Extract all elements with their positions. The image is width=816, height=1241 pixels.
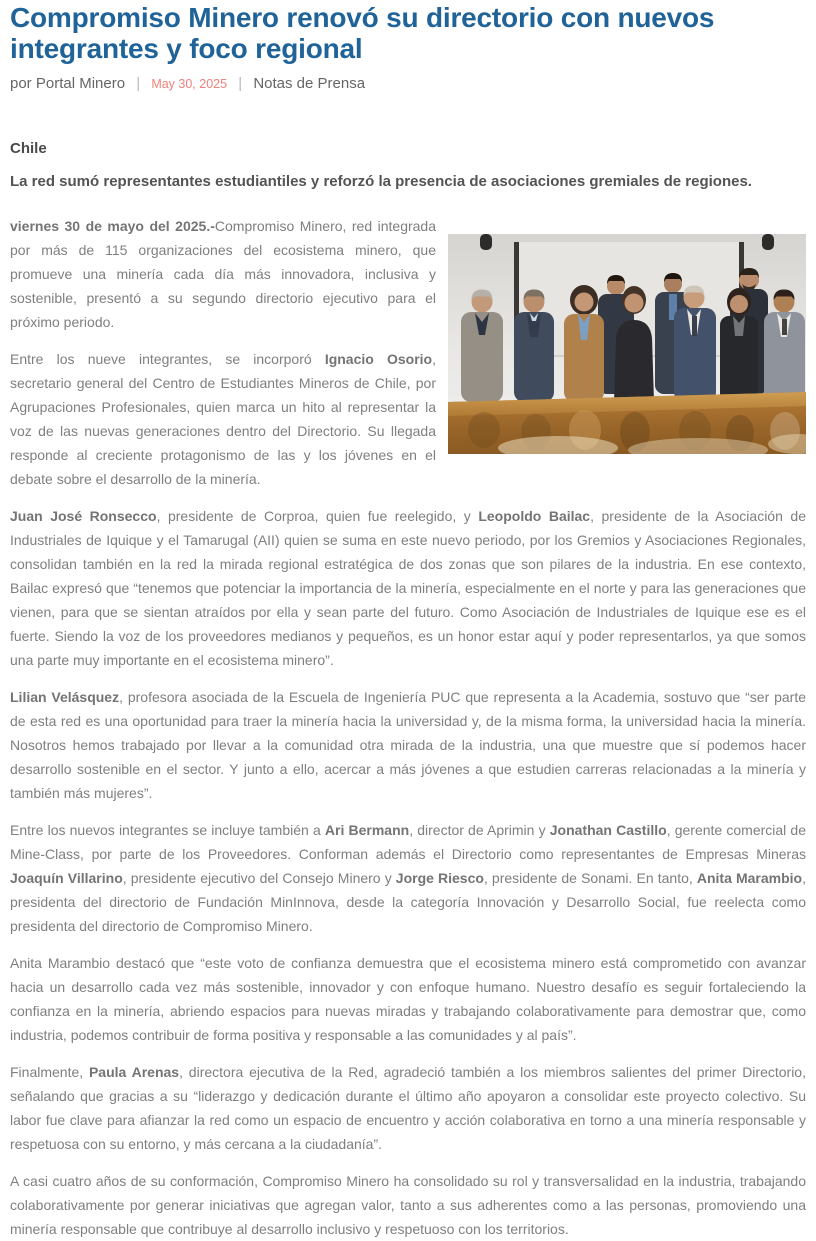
article-paragraph: Juan José Ronsecco, presidente de Corproa, quien fue reelegido, y Leopoldo Bailac, presidente de la Asociación de Industriales de Iquique y el Tamarugal (AII) quien se suma en este nuevo periodo, por los Gremios y Asociaciones Regionales, consolidan también en la red la mirada regional estratégica de dos zonas que son pilares de la industria. En ese contexto, Bailac expresó que “tenemos que potenciar la importancia de la minería, especialmente en el norte y para las generaciones que vienen, para que se sientan atraídos por ella y sean parte del futuro. Como Asociación de Industriales de Iquique ese es el fuerte. Siendo la voz de los proveedores medianos y pequeños, es un honor estar aquí y poder representarlos, ya que somos una parte muy importante en el ecosistema minero”. [10, 508, 806, 668]
page-title: Compromiso Minero renovó su directorio con nuevos integrantes y foco regional [10, 2, 715, 64]
article-paragraph: Entre los nueve integrantes, se incorporó Ignacio Osorio, secretario general del Centro de Estudiantes Mineros de Chile, por Agrupaciones Profesionales, quien marca un hito al representar la voz de las nuevas generaciones dentro del Directorio. Su llegada responde al creciente protagonismo de las y los jóvenes en el debate sobre el desarrollo de la minería. [10, 351, 436, 487]
byline-prefix: por [10, 75, 32, 92]
author-link[interactable]: Portal Minero [35, 75, 126, 92]
photo-table [448, 392, 806, 454]
article-paragraph: Entre los nuevos integrantes se incluye también a Ari Bermann, director de Aprimin y Jonathan Castillo, gerente comercial de Mine-Class, por parte de los Proveedores. Conforman además el Directorio como representantes de Empresas Mineras Joaquín Villarino, presidente ejecutivo del Consejo Minero y Jorge Riesco, presidente de Sonami. En tanto, Anita Marambio, presidenta del directorio de Fundación MinInnova, desde la categoría Innovación y Desarrollo Social, fue reelecta como presidenta del directorio de Compromiso Minero. [10, 822, 806, 934]
article-paragraph: Anita Marambio destacó que “este voto de confianza demuestra que el ecosistema minero está comprometido con avanzar hacia un desarrollo cada vez más sostenible, innovador y con enfoque humano. Nuestro desafío es seguir fortaleciendo la confianza en la minería, abriendo espacios para nuevas miradas y trabajando colaborativamente para demostrar que, como industria, podemos contribuir de forma positiva y responsable a las comunidades y al país”. [10, 955, 806, 1043]
article-paragraph: Finalmente, Paula Arenas, directora ejecutiva de la Red, agradeció también a los miembros salientes del primer Directorio, señalando que gracias a su “liderazgo y dedicación durante el último año apoyaron a consolidar este proyecto colectivo. Su labor fue clave para afianzar la red como un espacio de encuentro y acción colaborativa en torno a una minería responsable y respetuosa con su entorno, y más cercana a la ciudadanía”. [10, 1064, 806, 1152]
directors-group-photo [448, 234, 806, 454]
article-content [10, 214, 806, 1241]
article-paragraph: Lilian Velásquez, profesora asociada de la Escuela de Ingeniería PUC que representa a la Academia, sostuvo que “ser parte de esta red es una oportunidad para traer la minería hacia la universidad y, de la misma forma, la universidad hacia la minería. Nosotros hemos trabajado por llevar a la comunidad otra mirada de la industria, una que muestre que sí podemos hacer desarrollo sostenible en el sector. Y junto a ello, acercar a más jóvenes a que estudien carreras relacionadas a la minería y también más mujeres”. [10, 689, 806, 801]
byline-separator: | [238, 75, 243, 92]
publish-date: May 30, 2025 [151, 77, 228, 91]
article-lede: La red sumó representantes estudiantiles y reforzó la presencia de asociaciones gremiales de regiones. [10, 173, 752, 190]
byline-separator: | [136, 75, 141, 92]
article-paragraph: A casi cuatro años de su conformación, Compromiso Minero ha consolidado su rol y transversalidad en la industria, trabajando colaborativamente por generar iniciativas que agregan valor, tanto a sus adherentes como a las personas, promoviendo una minería responsable que contribuye al desarrollo inclusivo y respetuoso con los territorios. [10, 1173, 806, 1237]
byline [10, 75, 806, 92]
country-heading: Chile [10, 140, 47, 157]
category-link[interactable]: Notas de Prensa [253, 75, 366, 92]
speaker-left [480, 234, 492, 250]
article-paragraph: viernes 30 de mayo del 2025.-Compromiso Minero, red integrada por más de 115 organizaciones del ecosistema minero, que promueve una minería cada día más innovadora, inclusiva y sostenible, presentó a su segundo directorio ejecutivo para el próximo periodo. [10, 218, 436, 330]
speaker-right [762, 234, 774, 250]
article-body [10, 140, 806, 1241]
group-photo-illustration [448, 234, 806, 454]
